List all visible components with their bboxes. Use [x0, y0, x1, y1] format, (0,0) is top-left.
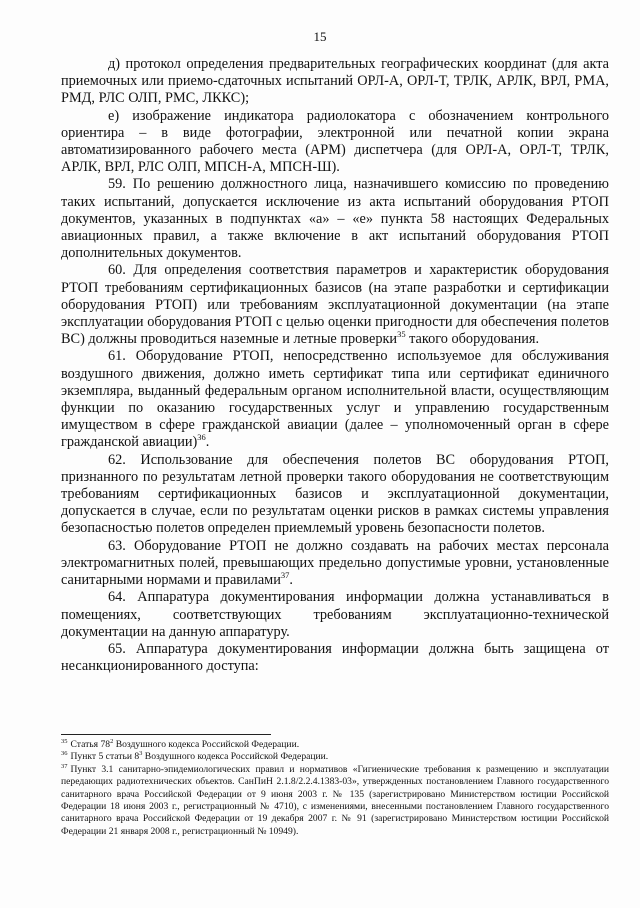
footnote: $^{35}$ Статья $78^2$ Воздушного кодекса Российской Федерации.: [61, 738, 300, 750]
footnote-superscript: 3: [139, 750, 143, 758]
paragraph-text: 65. Аппаратура документирования информации должна быть защищена от несанкционированного доступа:: [61, 640, 609, 675]
paragraph: [61, 348, 609, 451]
footnote-text-tail: Воздушного кодекса Российской Федерации.: [142, 751, 329, 763]
body-text: [61, 56, 609, 675]
paragraph-text-tail: .: [205, 434, 210, 451]
paragraph-text: 63. Оборудование РТОП не должно создавать на рабочих местах персонала электромагнитных полей, превышающих предельно допустимые уровни, установленные санитарными нормами и правилами: [61, 537, 609, 589]
footnote-text: Пункт 3.1 санитарно-эпидемиологических правил и нормативов «Гигиенические требования к размещению и эксплуатации передающих радиотехнических объектов. СанПиН 2.1.8/2.2.4.1383-03», утвержденных постановлением Главного государственного санитарного врача Российской Федерации от 9 июня 2003 г. № 135 (зарегистрировано Министерством юстиции Российской Федерации 18 июня 2003 г., регистрационный № 4710), с изменениями, внесенными постановлением Главного государственного санитарного врача Российской Федерации от 19 декабря 2007 г. № 91 (зарегистрировано Министерством юстиции Российской Федерации 21 января 2008 г., регистрационный № 10949).: [61, 763, 609, 837]
paragraph-text: 60. Для определения соответствия параметров и характеристик оборудования РТОП требованиям сертификационных базисов (на этапе разработки и сертификации оборудования РТОП) или требованиям эксплуатационной документации (на этапе эксплуатации оборудования РТОП с целью оценки пригодности для обеспечения полетов ВС) должны проводиться наземные и летные проверки: [61, 262, 609, 348]
paragraph-text: 64. Аппаратура документирования информации должна устанавливаться в помещениях, соответствующих требованиям эксплуатационно-технической документации на данную аппаратуру.: [61, 589, 609, 640]
paragraph-text: е) изображение индикатора радиолокатора с обозначением контрольного ориентира – в виде фотографии, электронной или печатной копии экрана автоматизированного рабочего места (АРМ) диспетчера (для ОРЛ-А, ОРЛ-Т, ТРЛК, АРЛК, ВРЛ, РЛС ОЛП, МПСН-А, МПСН-Ш).: [61, 107, 609, 176]
paragraph: [61, 56, 609, 108]
footnote-reference[interactable]: 36: [197, 432, 206, 443]
footnote-text-tail: Воздушного кодекса Российской Федерации.: [113, 739, 300, 750]
paragraph-text: д) протокол определения предварительных географических координат (для акта приемочных или приемо-сдаточных испытаний ОРЛ-А, ОРЛ-Т, ТРЛК, АРЛК, ВРЛ, РМА, РМД, РЛС ОЛП, РМС, ЛККС);: [61, 56, 609, 107]
paragraph: [61, 538, 609, 590]
footnote-reference[interactable]: 37: [280, 570, 290, 581]
paragraph: [61, 641, 609, 675]
paragraph: [61, 108, 609, 177]
paragraph: [61, 452, 609, 538]
page-number: 15: [313, 29, 327, 44]
footnotes: [61, 739, 609, 838]
paragraph: [61, 589, 609, 641]
paragraph: [61, 262, 609, 348]
paragraph-text-tail: такого оборудования.: [405, 331, 540, 348]
footnote-text: Статья 78: [70, 739, 111, 750]
footnote: $^{37}$ Пункт 3.1 санитарно-эпидемиологических правил и нормативов «Гигиенические требования к размещению и эксплуатации передающих радиотехнических объектов. СанПиН 2.1.8/2.2.4.1383-03», утвержденных постановлением Главного государственного санитарного врача Российской Федерации от 9 июня 2003 г. № 135 (зарегистрировано Министерством юстиции Российской Федерации 18 июня 2003 г., регистрационный № 4710), с изменениями, внесенными постановлением Главного государственного санитарного врача Российской Федерации от 19 декабря 2007 г. № 91 (зарегистрировано Министерством юстиции Российской Федерации 21 января 2008 г., регистрационный № 10949).: [61, 762, 609, 837]
footnote: $^{36}$ Пункт 5 статьи $8^3$ Воздушного кодекса Российской Федерации.: [61, 750, 329, 763]
footnote-superscript: 2: [110, 738, 114, 745]
paragraph-text: 59. По решению должностного лица, назначившего комиссию по проведению таких испытаний, допускается исключение из акта испытаний оборудования РТОП документов, указанных в подпунктах «а» – «е» пункта 58 настоящих Федеральных авиационных правил, а также включение в акт испытаний оборудования РТОП дополнительных документов.: [61, 176, 609, 262]
paragraph-text-tail: .: [289, 572, 293, 589]
footnote-text: Пункт 5 статьи 8: [70, 751, 140, 763]
paragraph-text: 61. Оборудование РТОП, непосредственно используемое для обслуживания воздушного движения, должно иметь сертификат типа или сертификат единичного экземпляра, выданный федеральным органом исполнительной власти, осуществляющим функции по оказанию государственных услуг и управлению государственным имуществом в сфере гражданской авиации (далее – уполномоченный орган в сфере гражданской авиации): [61, 348, 609, 451]
paragraph: [61, 176, 609, 262]
footnote-reference[interactable]: 35: [397, 329, 406, 340]
footnote-separator: [61, 734, 271, 735]
paragraph-text: 62. Использование для обеспечения полетов ВС оборудования РТОП, признанного по результатам летной проверки такого оборудования не соответствующим требованиям сертификационных базисов и эксплуатационной документации, допускается в случае, если по результатам оценки рисков в рамках системы управления безопасностью полетов определен приемлемый уровень безопасности полетов.: [61, 451, 609, 537]
